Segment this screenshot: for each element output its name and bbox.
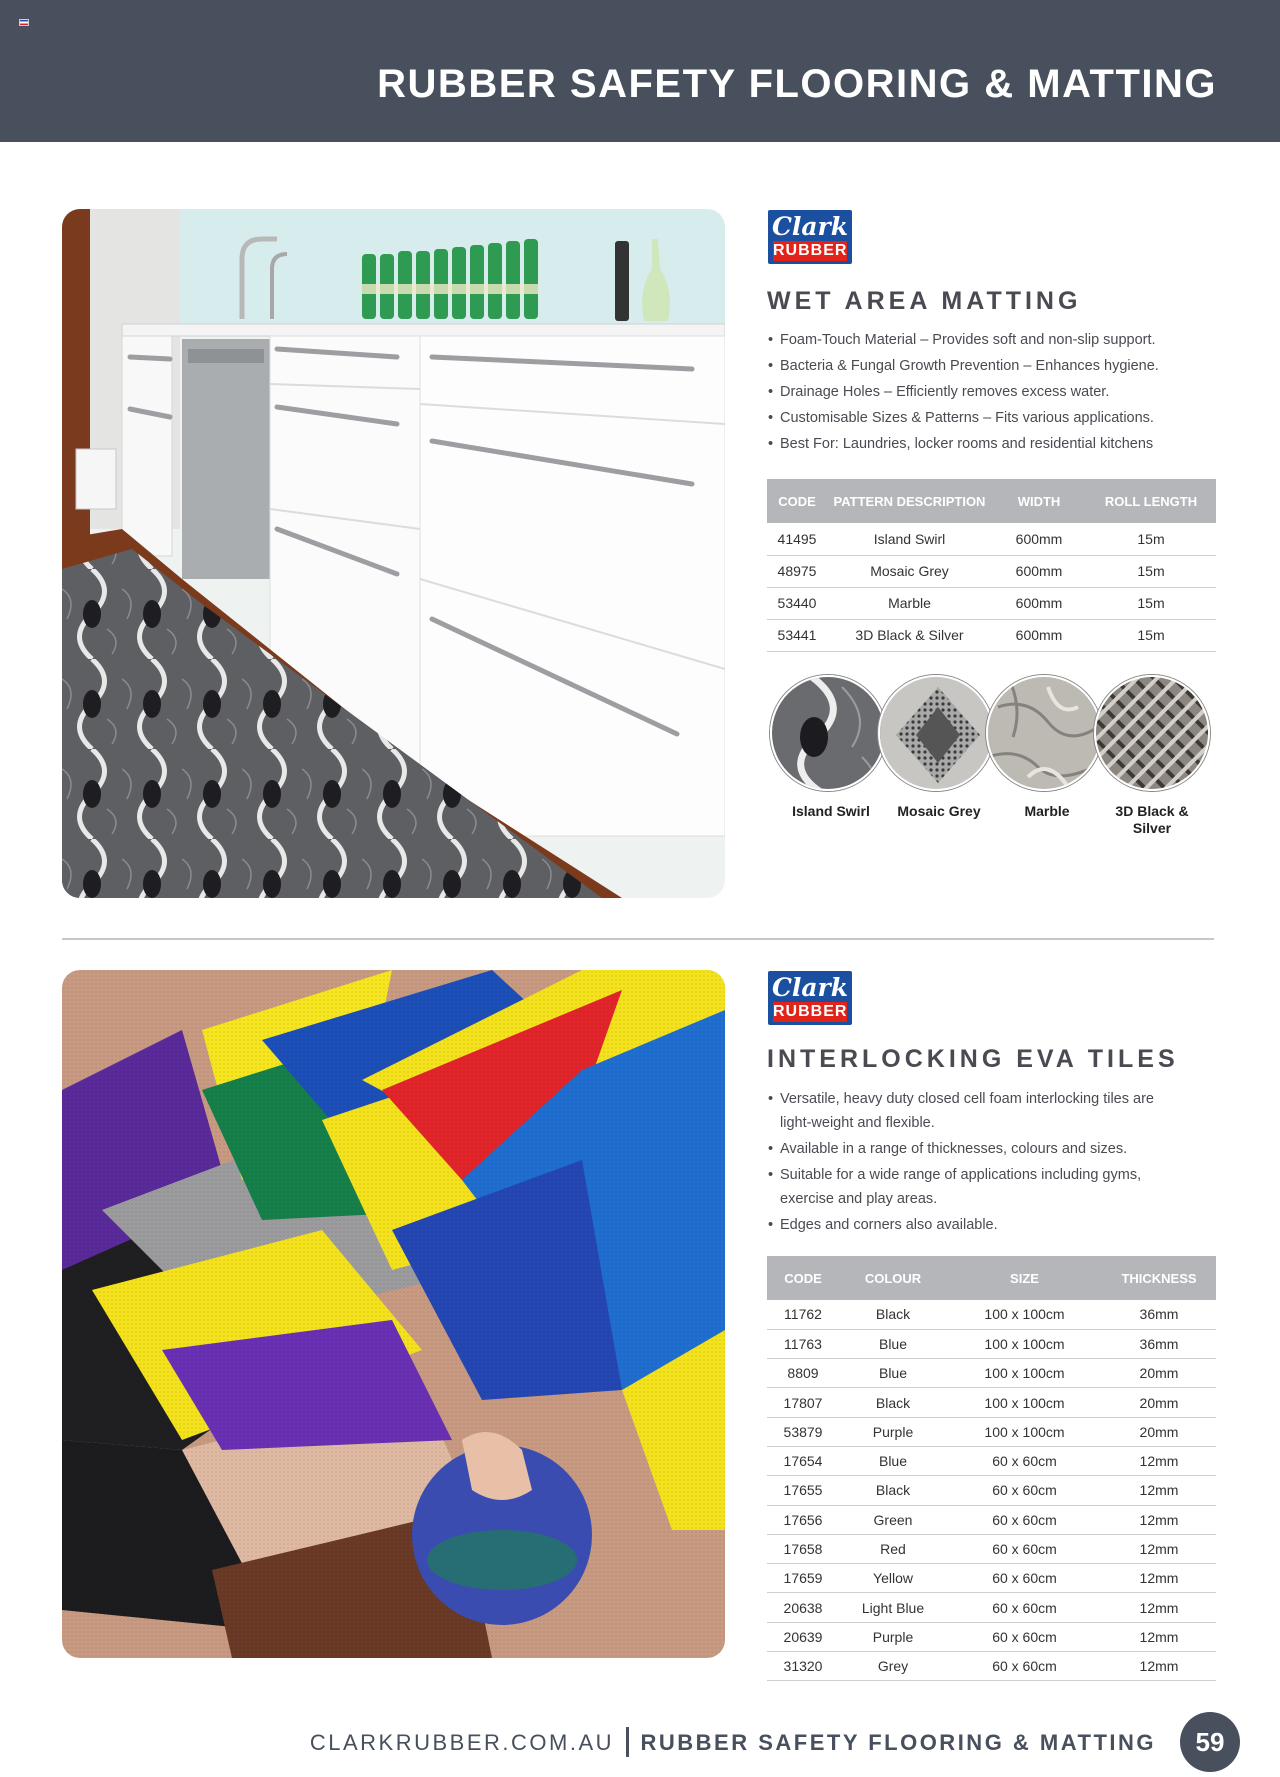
table-row: 20638 Light Blue 60 x 60cm 12mm	[767, 1593, 1216, 1622]
column-header: CODE	[767, 1256, 839, 1300]
page-number: 59	[1180, 1712, 1240, 1772]
swatch-marble-image	[986, 675, 1102, 791]
column-header: CODE	[767, 479, 827, 523]
table-header-row	[767, 1256, 1216, 1300]
page-header	[0, 0, 1280, 142]
eva-tiles-photo	[62, 970, 725, 1658]
table-row: 17656 Green 60 x 60cm 12mm	[767, 1505, 1216, 1534]
footer-separator	[626, 1727, 629, 1757]
feature-item: • Drainage Holes – Efficiently removes excess water.	[768, 380, 1178, 404]
footer-website[interactable]: CLARKRUBBER.COM.AU	[309, 1730, 614, 1755]
wet-area-kitchen-photo	[62, 209, 725, 898]
table-header-row	[767, 479, 1216, 523]
table-row: 53440 Marble 600mm 15m	[767, 587, 1216, 619]
table-row: 31320 Grey 60 x 60cm 12mm	[767, 1652, 1216, 1681]
swatch-3d-black-silver-image	[1094, 675, 1210, 791]
table-row: 20639 Purple 60 x 60cm 12mm	[767, 1622, 1216, 1651]
eva-tiles-features	[768, 1087, 1178, 1239]
eva-tiles-title: INTERLOCKING EVA TILES	[767, 1045, 1179, 1073]
swatch-label: Mosaic Grey	[897, 803, 981, 819]
footer-section-title: RUBBER SAFETY FLOORING & MATTING	[640, 1730, 1156, 1755]
swatch-island-swirl-image	[770, 675, 886, 791]
table-row: 8809 Blue 100 x 100cm 20mm	[767, 1359, 1216, 1388]
table-row: 17655 Black 60 x 60cm 12mm	[767, 1476, 1216, 1505]
feature-item: • Customisable Sizes & Patterns – Fits various applications.	[768, 406, 1178, 430]
table-row: 17659 Yellow 60 x 60cm 12mm	[767, 1564, 1216, 1593]
clark-rubber-logo: Clark RUBBER	[768, 210, 852, 264]
feature-item: • Suitable for a wide range of applications including gyms, exercise and play areas.	[768, 1163, 1178, 1211]
wet-area-title: WET AREA MATTING	[767, 287, 1082, 315]
table-row: 41495 Island Swirl 600mm 15m	[767, 523, 1216, 555]
table-row: 11763 Blue 100 x 100cm 36mm	[767, 1329, 1216, 1358]
eva-tiles-table	[767, 1256, 1216, 1681]
column-header: ROLL LENGTH	[1086, 479, 1216, 523]
table-row: 53879 Purple 100 x 100cm 20mm	[767, 1417, 1216, 1446]
clark-rubber-logo: Clark RUBBER	[768, 971, 852, 1025]
section-divider	[62, 938, 1214, 940]
wet-area-table	[767, 479, 1216, 652]
feature-item: • Edges and corners also available.	[768, 1213, 1178, 1237]
table-row: 17654 Blue 60 x 60cm 12mm	[767, 1446, 1216, 1475]
feature-item: • Foam-Touch Material – Provides soft and non-slip support.	[768, 328, 1178, 352]
table-row: 53441 3D Black & Silver 600mm 15m	[767, 619, 1216, 651]
feature-item: • Bacteria & Fungal Growth Prevention – Enhances hygiene.	[768, 354, 1178, 378]
page-title: RUBBER SAFETY FLOORING & MATTING	[377, 62, 1217, 106]
column-header: PATTERN DESCRIPTION	[827, 479, 992, 523]
column-header: COLOUR	[839, 1256, 947, 1300]
feature-item: • Versatile, heavy duty closed cell foam interlocking tiles are light-weight and flexible.	[768, 1087, 1178, 1135]
column-header: THICKNESS	[1102, 1256, 1216, 1300]
feature-item: • Available in a range of thicknesses, colours and sizes.	[768, 1137, 1178, 1161]
column-header: SIZE	[947, 1256, 1102, 1300]
table-row: 17807 Black 100 x 100cm 20mm	[767, 1388, 1216, 1417]
table-row: 17658 Red 60 x 60cm 12mm	[767, 1534, 1216, 1563]
language-flag-icon[interactable]	[19, 19, 29, 26]
swatch-mosaic-grey-image	[878, 675, 994, 791]
table-row: 11762 Black 100 x 100cm 36mm	[767, 1300, 1216, 1329]
column-header: WIDTH	[992, 479, 1086, 523]
swatch-label: 3D Black & Silver	[1115, 803, 1189, 836]
feature-item: • Best For: Laundries, locker rooms and residential kitchens	[768, 432, 1178, 456]
swatch-label: Island Swirl	[792, 803, 870, 819]
wet-area-features	[768, 328, 1178, 458]
swatch-label: Marble	[1024, 803, 1070, 819]
table-row: 48975 Mosaic Grey 600mm 15m	[767, 555, 1216, 587]
